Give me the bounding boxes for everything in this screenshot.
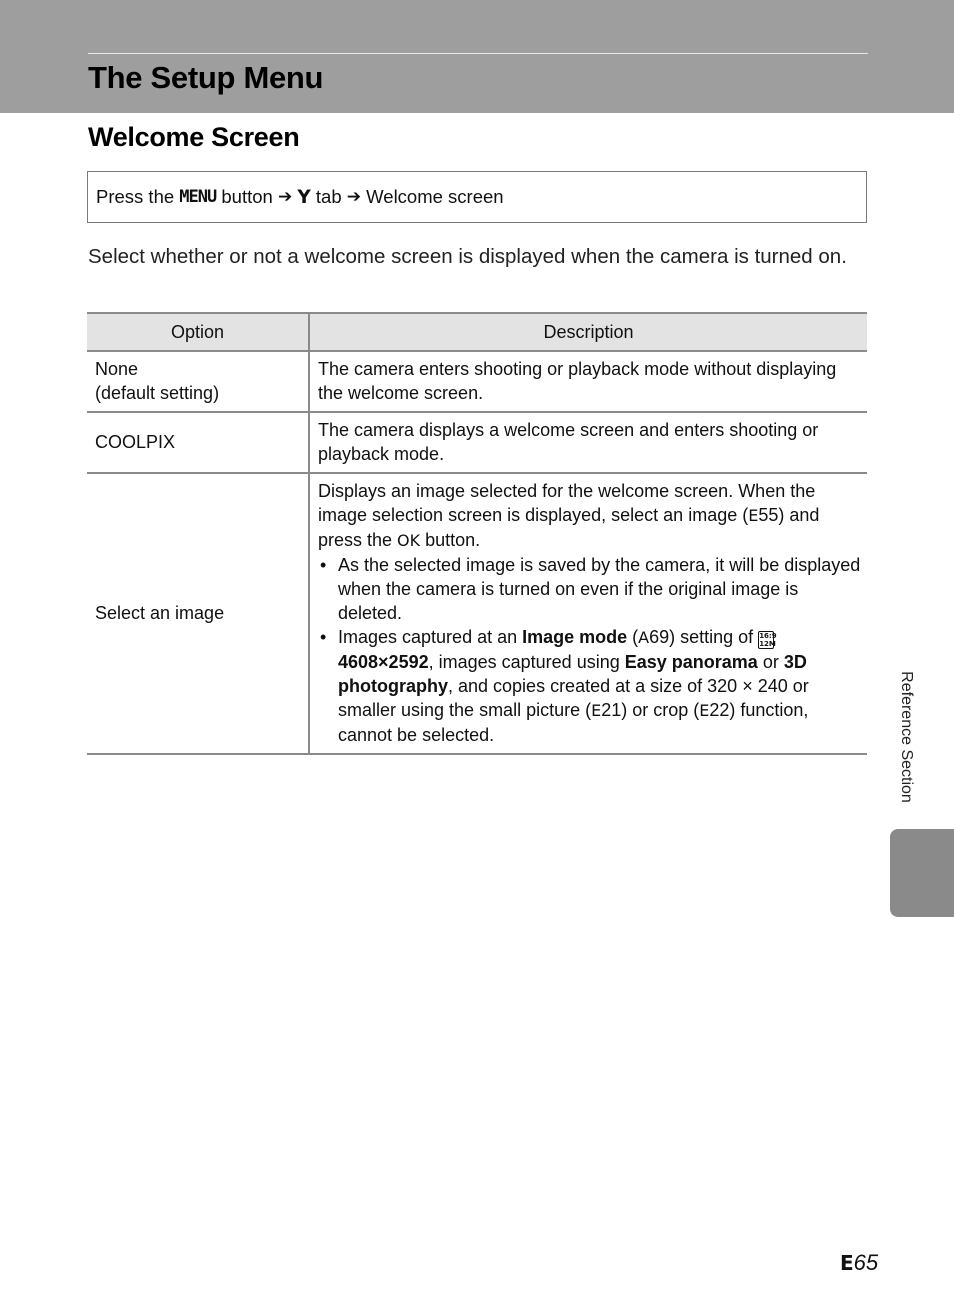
menu-path-box (87, 171, 867, 223)
list-item: • Images captured at an Image mode (A69) setting of 16:9 12M 4608×2592, images captured using Easy panorama or 3D photography, and copies created at a size of 320 × 240 or smaller using the small picture (E21) or crop (E22) function, cannot be selected. (318, 625, 861, 747)
section-title: Welcome Screen (88, 122, 300, 152)
arrow-right-icon: ➔ (346, 187, 362, 207)
menu-path-press: Press the (96, 186, 180, 207)
menu-path-button: button (216, 186, 278, 207)
description-cell: The camera enters shooting or playback mode without displaying the welcome screen. (309, 351, 867, 412)
header-band (0, 0, 954, 113)
option-cell: Select an image (87, 473, 309, 754)
reference-section-icon: E (840, 1251, 854, 1275)
header-description: Description (309, 313, 867, 351)
list-item: • As the selected image is saved by the camera, it will be displayed when the camera is turned on even if the original image is deleted. (318, 553, 861, 625)
description-cell (309, 473, 867, 754)
image-mode-term: Image mode (522, 627, 628, 647)
table-row (87, 473, 867, 754)
page-number: E65 (840, 1250, 879, 1275)
table-row (87, 412, 867, 473)
intro-paragraph: Select whether or not a welcome screen is displayed when the camera is turned on. (88, 245, 847, 268)
3d-photography-term: 3D photography (338, 652, 807, 696)
menu-path-tab: tab (310, 186, 347, 207)
resolution-term: 4608×2592 (338, 652, 429, 672)
setup-tab-icon: Y (297, 186, 311, 208)
header-rule (88, 53, 868, 54)
option-none: None (95, 359, 139, 379)
arrow-right-icon: ➔ (277, 187, 293, 207)
options-table (87, 312, 867, 755)
section-thumb-tab (890, 829, 954, 917)
reference-section-icon: E (591, 701, 602, 720)
option-default-note: (default setting) (95, 383, 220, 403)
reference-section-icon: E (748, 506, 759, 525)
note-list (318, 553, 861, 747)
description-cell: The camera displays a welcome screen and enters shooting or playback mode. (309, 412, 867, 473)
book-reference-icon: A (638, 628, 650, 647)
ok-button-icon: OK (397, 531, 421, 550)
option-cell (87, 351, 309, 412)
description-text: Displays an image selected for the welcome screen. When the image selection screen is displayed, select an image (E55) and press the OK button. (318, 481, 820, 550)
option-cell: COOLPIX (87, 412, 309, 473)
menu-path-item: Welcome screen (361, 186, 504, 207)
menu-button-icon: MENU (179, 187, 217, 207)
page-title: The Setup Menu (88, 60, 324, 95)
table-header-row (87, 313, 867, 351)
image-size-icon: 16:9 12M (759, 632, 777, 648)
table-row (87, 351, 867, 412)
reference-section-icon: E (699, 701, 710, 720)
easy-panorama-term: Easy panorama (624, 652, 758, 672)
header-option: Option (87, 313, 309, 351)
